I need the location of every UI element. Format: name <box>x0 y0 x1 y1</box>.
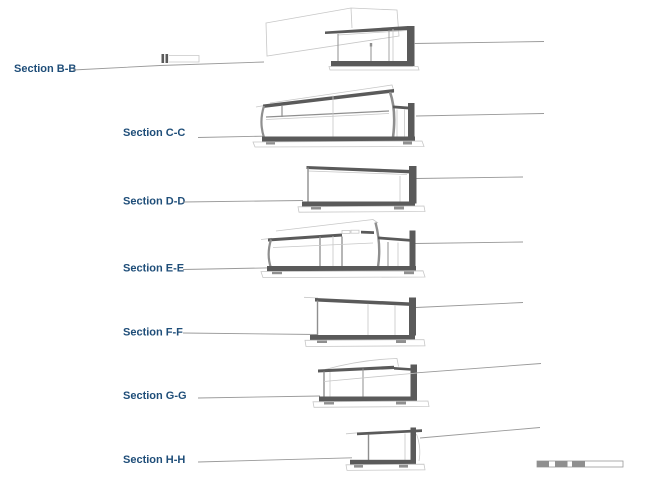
canopy-slab <box>394 367 412 371</box>
section-f-f <box>123 297 523 346</box>
roof-slab <box>307 166 413 174</box>
section-d-d-label: Section D-D <box>123 195 186 208</box>
roof-slab <box>318 366 394 373</box>
section-d-d <box>123 166 523 212</box>
ground-line-left <box>198 458 352 462</box>
ground-line-left <box>198 396 320 398</box>
small-outbuilding <box>162 54 200 63</box>
section-e-e-label: Section E-E <box>123 262 185 275</box>
wall-post <box>409 298 416 336</box>
building-section-drawing <box>346 428 425 471</box>
section-g-g-label: Section G-G <box>123 390 187 402</box>
right-wall <box>376 223 380 268</box>
section-e-e <box>123 220 523 278</box>
wall-post <box>411 428 417 463</box>
building-section-drawing <box>253 85 424 147</box>
base-slab <box>319 397 417 402</box>
right-wall <box>390 92 394 138</box>
wall-post <box>408 103 415 138</box>
base-slab <box>302 202 415 207</box>
ground-line-right <box>417 177 524 179</box>
section-c-c-label: Section C-C <box>123 127 186 139</box>
scale-bar-segment <box>572 461 585 467</box>
scale-bar-segment <box>537 461 549 467</box>
ground-line-right <box>417 364 541 373</box>
left-wall <box>261 106 264 138</box>
rooflight-slab <box>361 231 374 234</box>
building-section-drawing <box>304 297 425 346</box>
ground-line-left <box>198 136 263 137</box>
building-section-drawing <box>313 359 429 408</box>
foundation-outline <box>329 67 419 71</box>
roof-slab <box>268 234 342 242</box>
scale-bar <box>537 461 623 467</box>
ground-line-left <box>183 333 317 335</box>
base-slab <box>331 61 413 67</box>
ground-line-right <box>414 42 544 44</box>
building-envelope-outline <box>276 220 378 232</box>
scale-bar-segment <box>555 461 568 467</box>
left-wall <box>269 240 271 269</box>
section-b-b-label: Section B-B <box>14 63 77 75</box>
wall-post <box>409 166 417 204</box>
ground-line-right <box>416 303 523 308</box>
section-b-b <box>14 8 544 75</box>
section-h-h <box>123 428 540 471</box>
building-section-drawing <box>261 220 425 278</box>
wall-post <box>410 231 416 267</box>
section-c-c <box>123 85 544 147</box>
ground-line-left <box>183 201 303 203</box>
ground-line-left <box>73 62 264 70</box>
foundation-outline <box>253 141 424 147</box>
building-section-drawing <box>298 166 425 212</box>
foundation-outline <box>261 271 425 278</box>
canopy-slab <box>378 237 411 242</box>
base-slab <box>267 266 416 271</box>
ground-line-right <box>420 428 540 439</box>
section-f-f-label: Section F-F <box>123 326 183 339</box>
base-slab <box>350 460 416 465</box>
ground-line-right <box>416 242 524 244</box>
building-section-drawing <box>266 8 419 70</box>
base-slab <box>310 335 415 340</box>
roof-slab <box>263 89 394 108</box>
ground-line-right <box>416 114 544 117</box>
ground-line-left <box>183 268 272 270</box>
wall-post <box>407 26 415 66</box>
section-g-g <box>123 359 541 408</box>
wall-post <box>411 365 418 400</box>
section-h-h-label: Section H-H <box>123 454 186 466</box>
roof-slab <box>315 298 412 306</box>
base-slab <box>262 137 415 142</box>
